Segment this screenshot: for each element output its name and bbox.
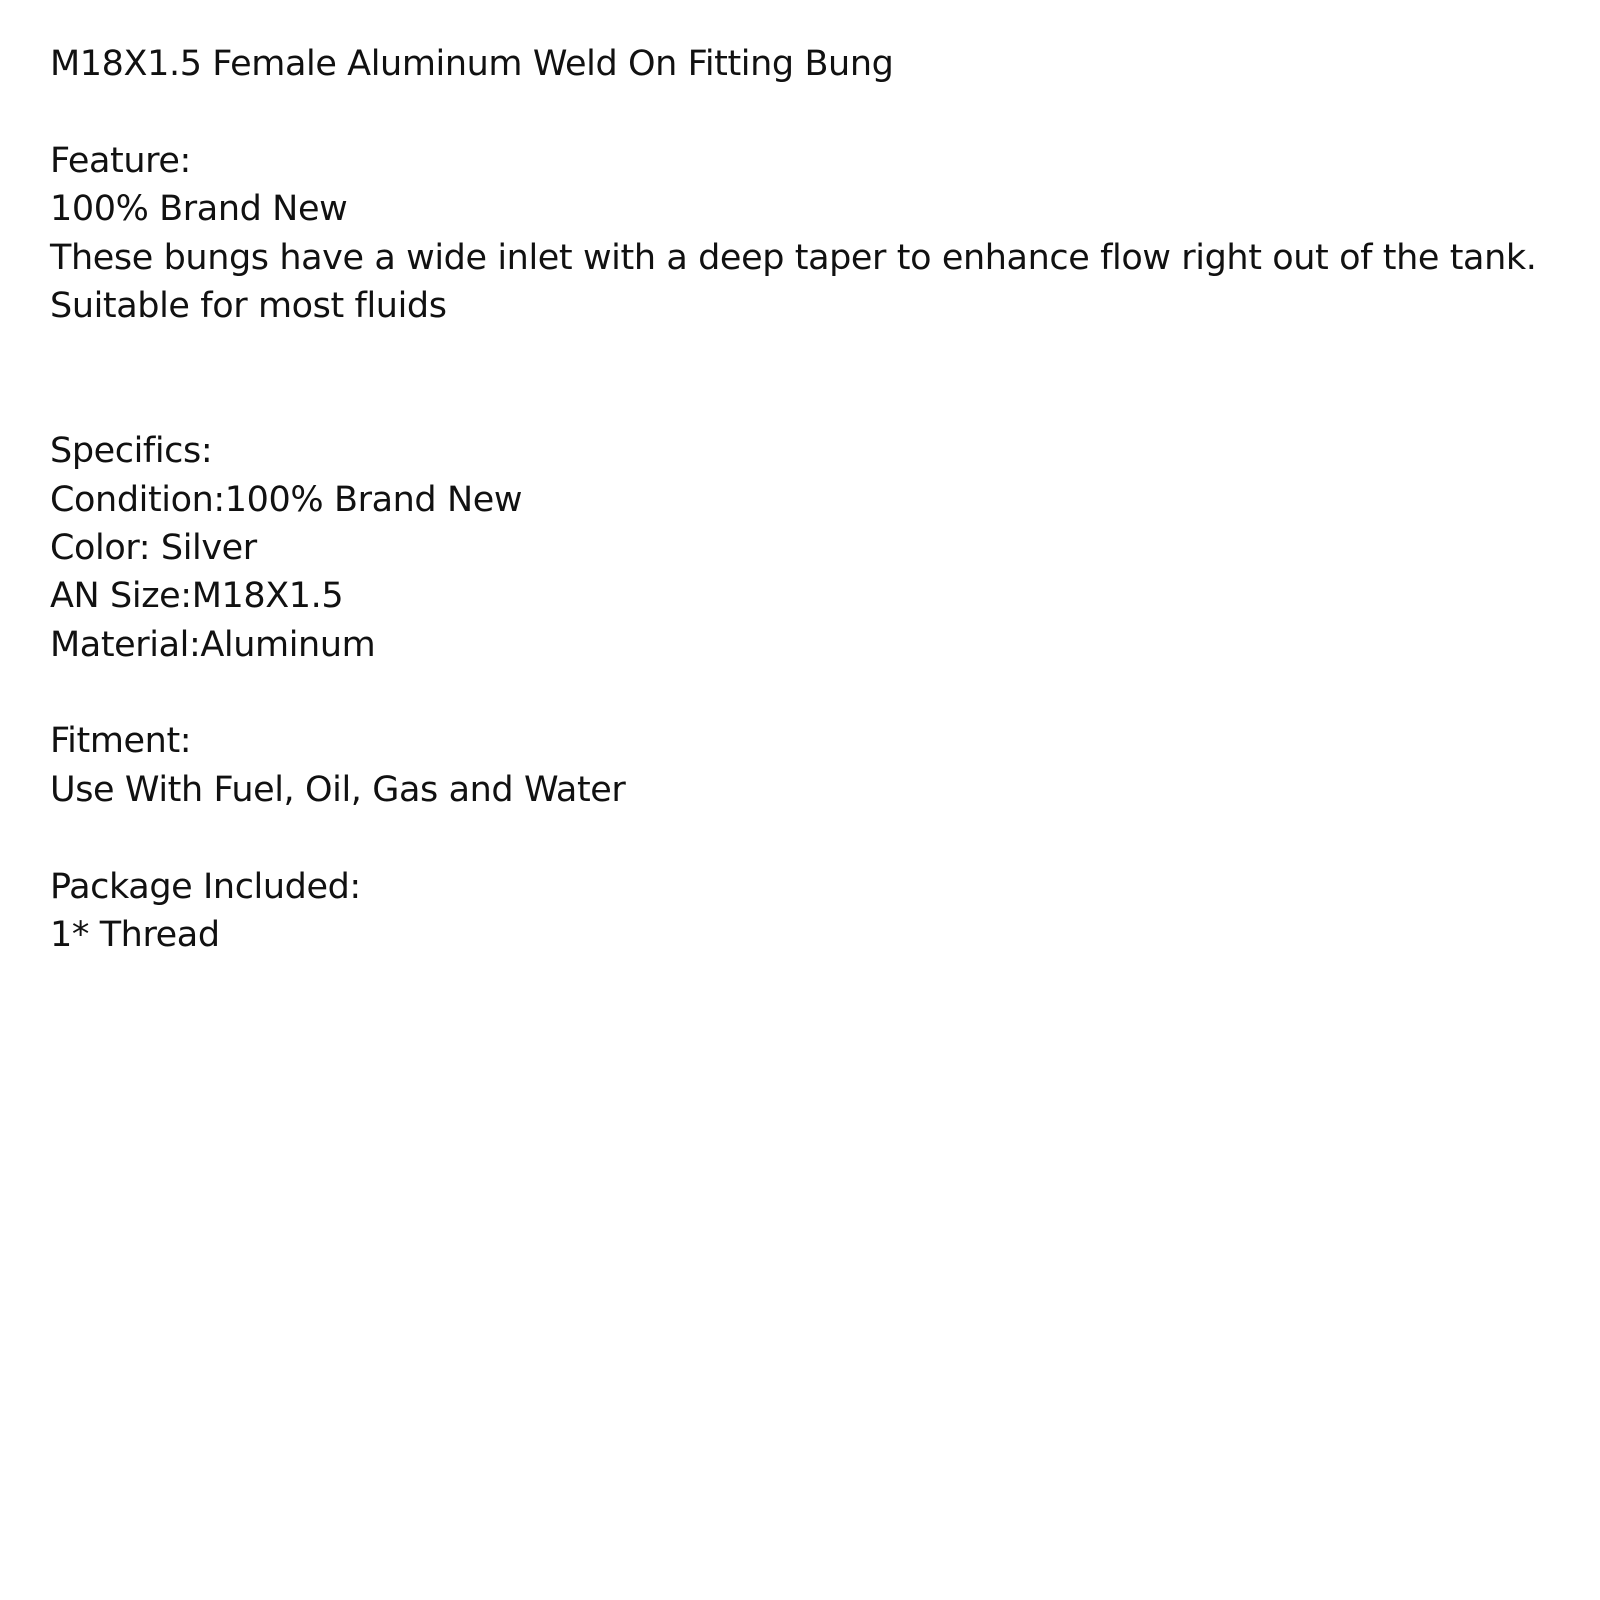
spacer (50, 669, 1590, 717)
fitment-line: Use With Fuel, Oil, Gas and Water (50, 769, 626, 810)
feature-line: These bungs have a wide inlet with a deep taper to enhance flow right out of the tank. (50, 237, 1537, 278)
specifics-heading: Specifics: (50, 431, 213, 472)
specifics-line: Condition:100% Brand New (50, 479, 523, 520)
feature-line: Suitable for most fluids (50, 285, 447, 326)
product-title: M18X1.5 Female Aluminum Weld On Fitting Bung (50, 44, 894, 84)
specifics-line: AN Size:M18X1.5 (50, 576, 344, 617)
package-heading: Package Included: (50, 866, 361, 907)
fitment-heading: Fitment: (50, 721, 192, 762)
spacer (50, 814, 1590, 862)
specifics-line: Color: Silver (50, 527, 257, 568)
product-description (50, 40, 1590, 959)
feature-line: 100% Brand New (50, 189, 348, 230)
spacer (50, 88, 1590, 136)
spacer (50, 330, 1590, 378)
package-line: 1* Thread (50, 915, 220, 956)
feature-heading: Feature: (50, 140, 191, 181)
spacer (50, 379, 1590, 427)
specifics-line: Material:Aluminum (50, 624, 376, 665)
